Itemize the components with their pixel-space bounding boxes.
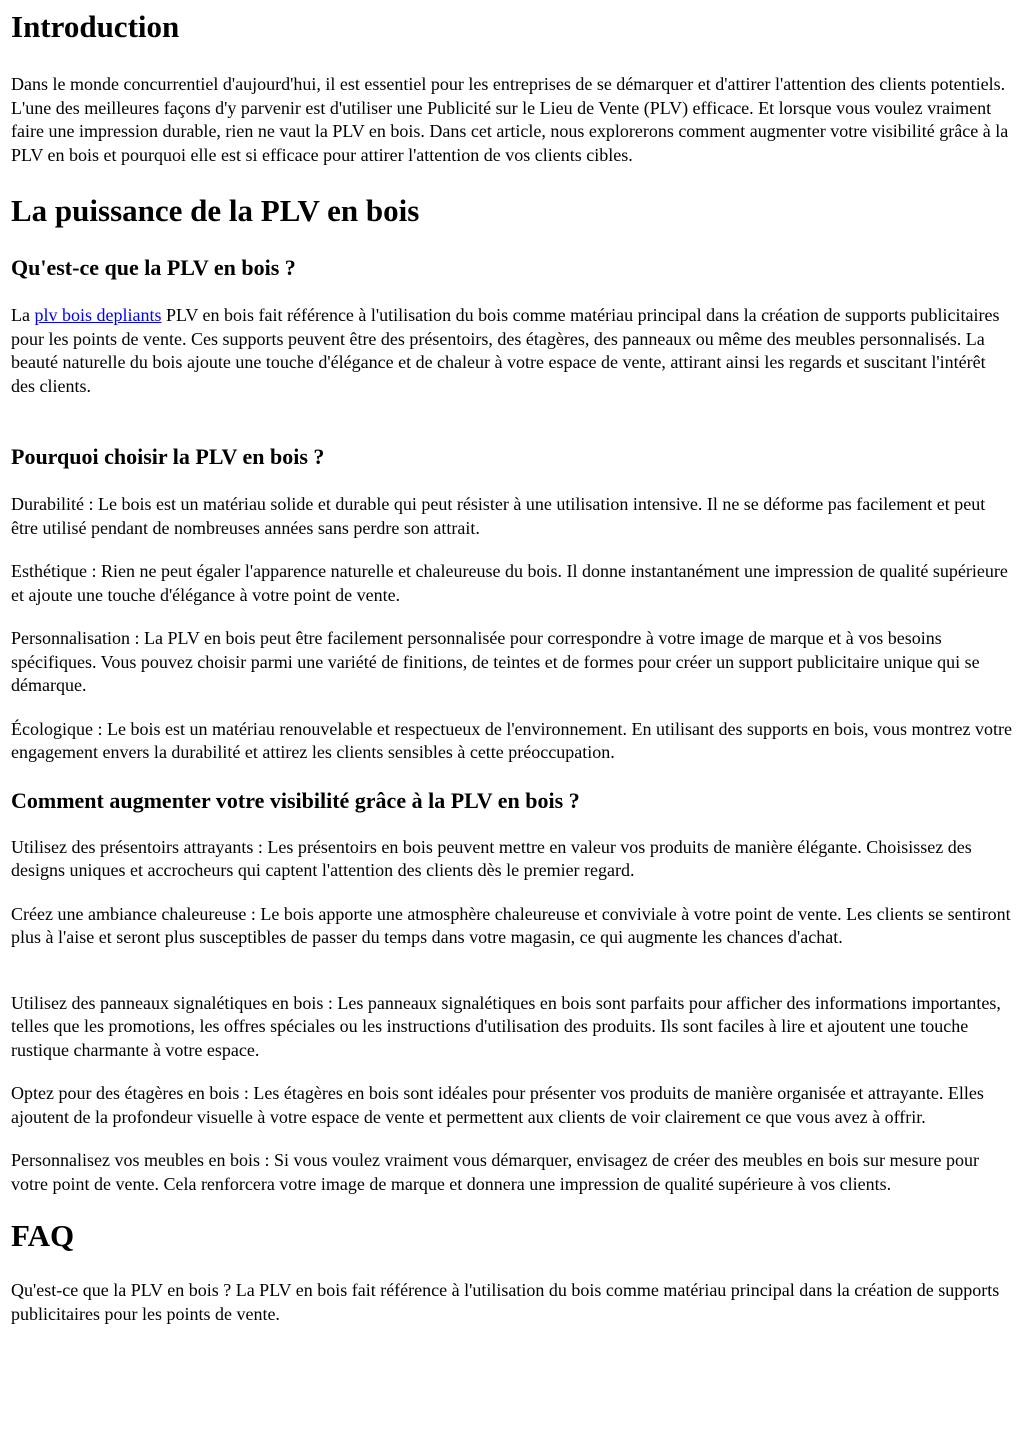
what-heading: Qu'est-ce que la PLV en bois ?	[11, 255, 296, 280]
how-heading: Comment augmenter votre visibilité grâce à la PLV en bois ?	[11, 787, 580, 813]
plv-bois-depliants-link[interactable]: plv bois depliants	[34, 305, 162, 325]
how-item-meubles: Personnalisez vos meubles en bois : Si vous voulez vraiment vous démarquer, envisagez de créer des meubles en bois sur mesure pour votre point de vente. Cela renforcera votre image de marque et donnera une impression de qualité supérieure à vos clients.	[11, 1150, 980, 1194]
why-item-ecologique: Écologique : Le bois est un matériau renouvelable et respectueux de l'environnement. En utilisant des supports en bois, vous montrez votre engagement envers la durabilité et attirez les clients sensibles à cette préoccupation.	[11, 718, 1012, 762]
faq-item: Qu'est-ce que la PLV en bois ? La PLV en bois fait référence à l'utilisation du bois comme matériau principal dans la création de supports publicitaires pour les points de vente.	[11, 1280, 1000, 1324]
why-item-esthetique: Esthétique : Rien ne peut égaler l'apparence naturelle et chaleureuse du bois. Il donne instantanément une impression de qualité supérieure et ajoute une touche d'élégance à votre point de vente.	[11, 561, 1008, 605]
intro-heading: Introduction	[11, 9, 180, 44]
why-item-personnalisation: Personnalisation : La PLV en bois peut être facilement personnalisée pour correspondre à votre image de marque et à vos besoins spécifiques. Vous pouvez choisir parmi une variété de finitions, de teintes et de formes pour créer un support publicitaire unique qui se démarque.	[11, 628, 980, 695]
how-item-presentoirs: Utilisez des présentoirs attrayants : Les présentoirs en bois peuvent mettre en valeur vos produits de manière élégante. Choisissez des designs uniques et accrocheurs qui captent l'attention des clients dès le premier regard.	[11, 836, 972, 880]
what-paragraph	[11, 304, 1014, 398]
why-item-durabilite: Durabilité : Le bois est un matériau solide et durable qui peut résister à une utilisation intensive. Il ne se déforme pas facilement et peut être utilisé pendant de nombreuses années sans perdre son attrait.	[11, 494, 986, 538]
why-heading: Pourquoi choisir la PLV en bois ?	[11, 444, 325, 469]
faq-heading: FAQ	[11, 1218, 75, 1253]
section-heading: La puissance de la PLV en bois	[11, 193, 420, 228]
how-item-etageres: Optez pour des étagères en bois : Les étagères en bois sont idéales pour présenter vos produits de manière organisée et attrayante. Elles ajoutent de la profondeur visuelle à votre espace de vente et permettent aux clients de voir clairement ce que vous avez à offrir.	[11, 1083, 984, 1127]
how-item-panneaux: Utilisez des panneaux signalétiques en bois : Les panneaux signalétiques en bois sont parfaits pour afficher des informations importantes, telles que les promotions, les offres spéciales ou les instructions d'utilisation des produits. Ils sont faciles à lire et ajoutent une touche rustique charmante à votre espace.	[11, 992, 1001, 1060]
how-item-ambiance: Créez une ambiance chaleureuse : Le bois apporte une atmosphère chaleureuse et conviviale à votre point de vente. Les clients se sentiront plus à l'aise et seront plus susceptibles de passer du temps dans votre magasin, ce qui augmente les chances d'achat.	[11, 903, 1011, 947]
intro-paragraph: Dans le monde concurrentiel d'aujourd'hui, il est essentiel pour les entreprises de se démarquer et d'attirer l'attention des clients potentiels. L'une des meilleures façons d'y parvenir est d'utiliser une Publicité sur le Lieu de Vente (PLV) efficace. Et lorsque vous voulez vraiment faire une impression durable, rien ne vaut la PLV en bois. Dans cet article, nous explorerons comment augmenter votre visibilité grâce à la PLV en bois et pourquoi elle est si efficace pour attirer l'attention de vos clients cibles.	[11, 74, 1009, 165]
what-text: PLV en bois fait référence à l'utilisation du bois comme matériau principal dans la création de supports publicitaires pour les points de vente. Ces supports peuvent être des présentoirs, des étagères, des panneaux ou même des meubles personnalisés. La beauté naturelle du bois ajoute une touche d'élégance et de chaleur à votre espace de vente, attirant ainsi les regards et suscitant l'intérêt des clients.	[11, 305, 1000, 396]
what-prefix: La	[11, 305, 35, 325]
